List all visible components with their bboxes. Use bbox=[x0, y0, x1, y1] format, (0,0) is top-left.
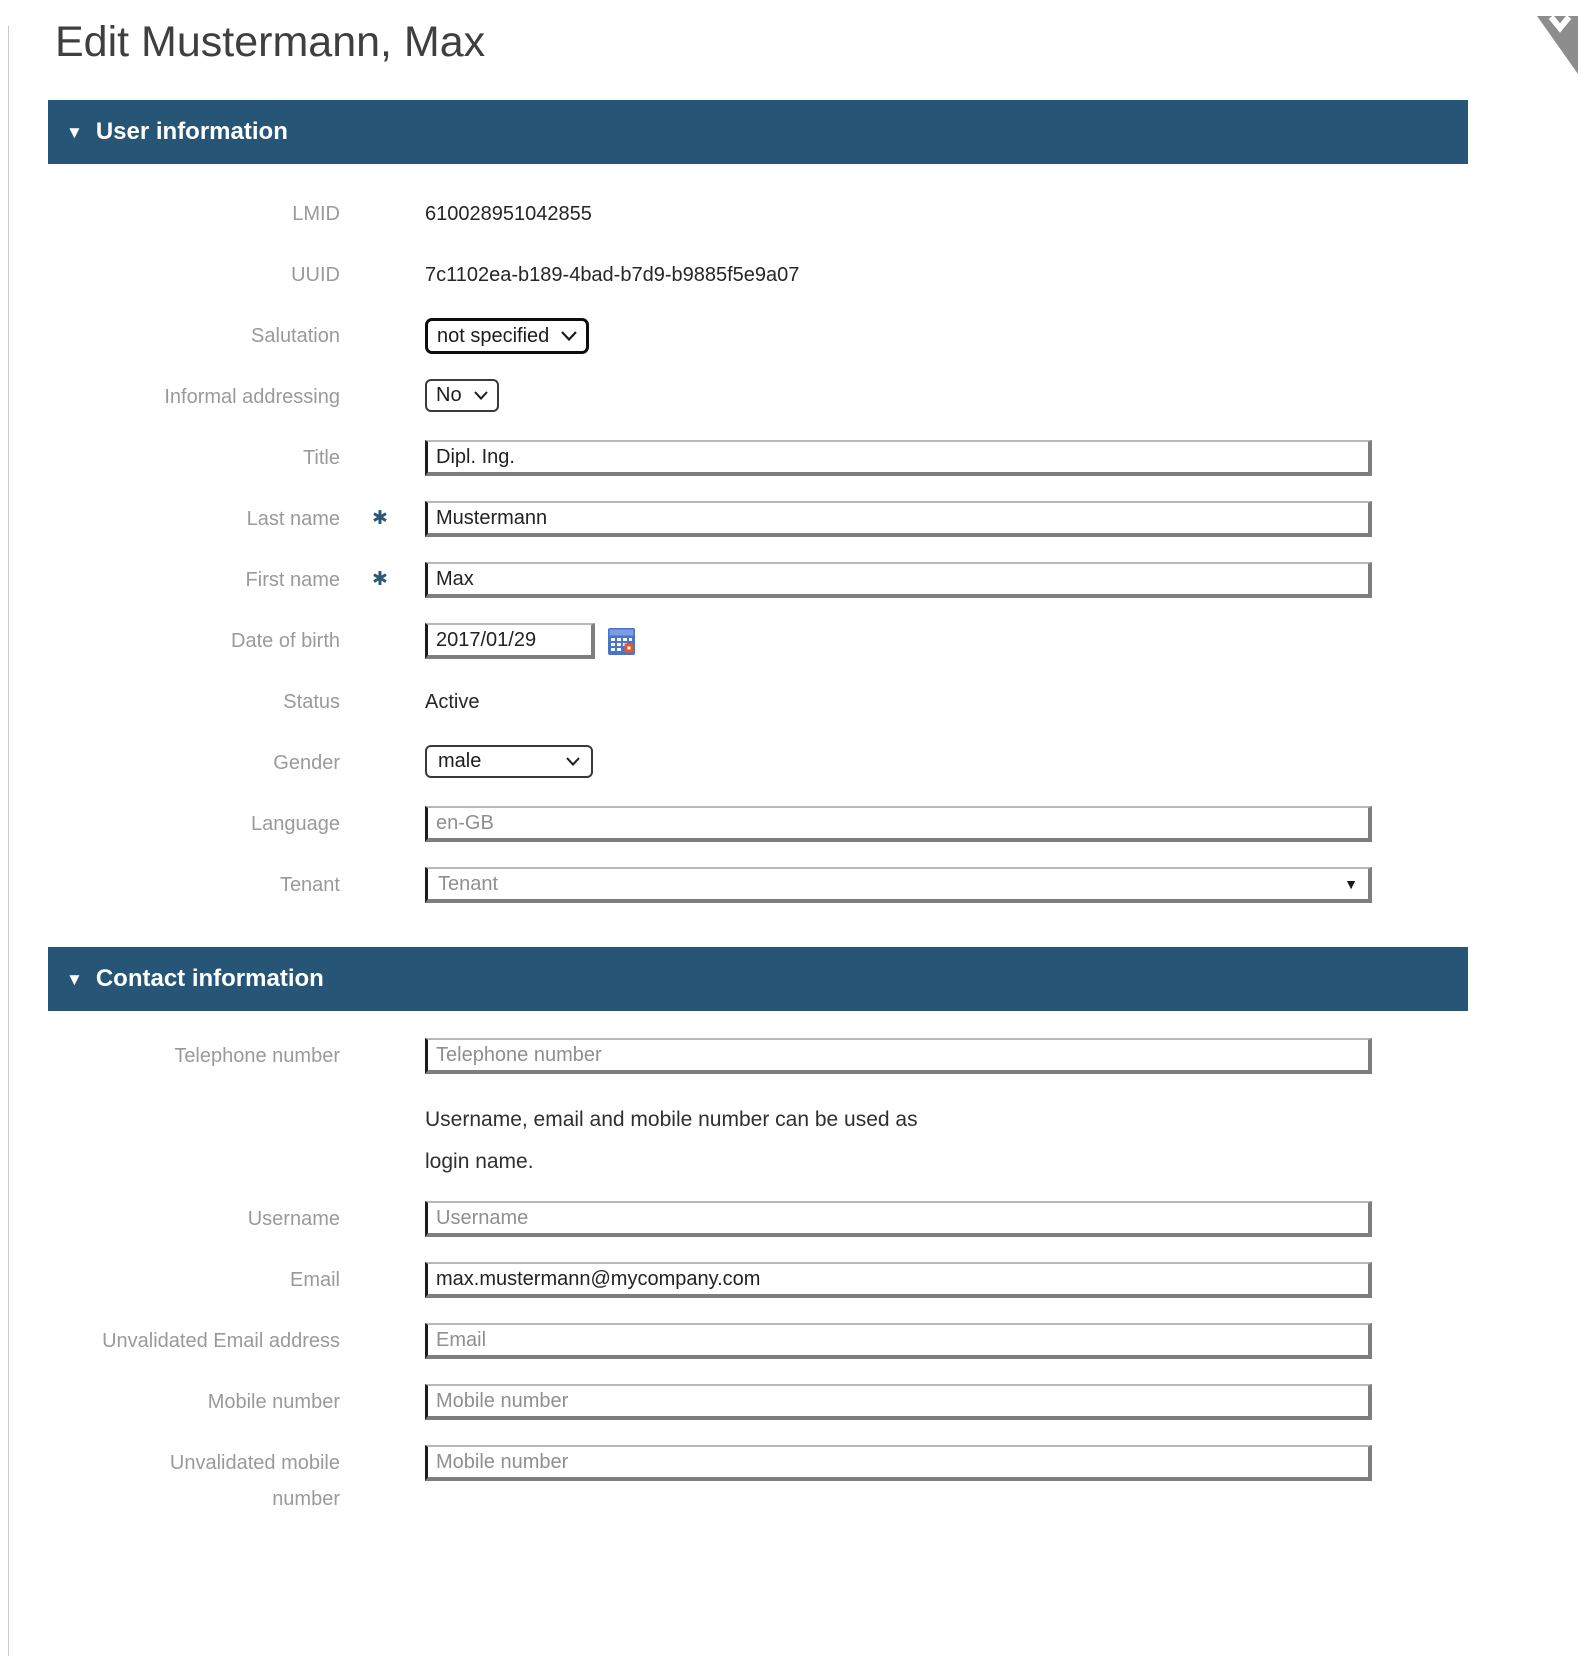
salutation-selected-value: not specified bbox=[437, 324, 550, 347]
title-row bbox=[48, 440, 1578, 476]
last-name-row bbox=[48, 501, 1578, 537]
user-information-form bbox=[48, 196, 1578, 903]
calendar-icon[interactable] bbox=[608, 628, 635, 655]
username-row bbox=[48, 1201, 1578, 1237]
date-of-birth-row bbox=[48, 623, 1578, 659]
section-title: User information bbox=[95, 118, 288, 145]
collapse-icon: ▼ bbox=[66, 122, 83, 142]
contact-information-form bbox=[48, 1038, 1578, 1517]
title-label: Title bbox=[302, 447, 340, 469]
chevron-down-icon bbox=[566, 757, 580, 766]
required-marker-icon: ✱ bbox=[372, 508, 388, 529]
telephone-label: Telephone number bbox=[174, 1045, 340, 1067]
status-label: Status bbox=[283, 691, 340, 713]
dropdown-arrow-icon: ▼ bbox=[1344, 876, 1358, 892]
email-input[interactable] bbox=[425, 1262, 1372, 1298]
informal-addressing-selected-value: No bbox=[436, 384, 462, 406]
page-left-border bbox=[8, 26, 9, 1656]
telephone-row bbox=[48, 1038, 1578, 1074]
email-row bbox=[48, 1262, 1578, 1298]
status-value: Active bbox=[425, 691, 480, 713]
tenant-placeholder: Tenant bbox=[438, 872, 499, 895]
unvalidated-email-row bbox=[48, 1323, 1578, 1359]
telephone-input[interactable] bbox=[425, 1038, 1372, 1074]
required-marker-icon: ✱ bbox=[372, 569, 388, 590]
username-label: Username bbox=[247, 1208, 340, 1230]
informal-addressing-label: Informal addressing bbox=[164, 386, 340, 408]
salutation-row bbox=[48, 318, 1578, 354]
chevron-down-icon bbox=[561, 331, 577, 341]
email-label: Email bbox=[289, 1269, 340, 1291]
login-name-note bbox=[425, 1099, 1578, 1183]
language-label: Language bbox=[251, 813, 340, 835]
gender-label: Gender bbox=[273, 752, 340, 774]
salutation-select[interactable] bbox=[425, 318, 589, 354]
title-input[interactable] bbox=[425, 440, 1372, 476]
section-title: Contact information bbox=[95, 965, 324, 992]
uuid-value: 7c1102ea-b189-4bad-b7d9-b9885f5e9a07 bbox=[425, 264, 800, 286]
login-name-note-line2: login name. bbox=[425, 1150, 534, 1173]
unvalidated-email-label: Unvalidated Email address bbox=[102, 1330, 340, 1352]
salutation-label: Salutation bbox=[251, 325, 340, 347]
last-name-label: Last name bbox=[246, 508, 340, 530]
section-header-contact-information[interactable] bbox=[48, 947, 1468, 1011]
unvalidated-email-input[interactable] bbox=[425, 1323, 1372, 1359]
gender-row bbox=[48, 745, 1578, 781]
lmid-label: LMID bbox=[292, 203, 340, 225]
mobile-number-label: Mobile number bbox=[207, 1391, 340, 1413]
collapse-icon: ▼ bbox=[66, 969, 83, 989]
informal-addressing-row bbox=[48, 379, 1578, 415]
tenant-row bbox=[48, 867, 1578, 903]
chevron-down-icon bbox=[474, 391, 488, 400]
first-name-row bbox=[48, 562, 1578, 598]
gender-select[interactable] bbox=[425, 745, 593, 778]
status-row bbox=[48, 684, 1578, 720]
tenant-dropdown[interactable] bbox=[425, 867, 1372, 903]
username-input[interactable] bbox=[425, 1201, 1372, 1237]
date-of-birth-input[interactable] bbox=[425, 623, 595, 659]
uuid-label: UUID bbox=[291, 264, 340, 286]
lmid-row bbox=[48, 196, 1578, 232]
language-row bbox=[48, 806, 1578, 842]
date-of-birth-label: Date of birth bbox=[231, 630, 340, 652]
gender-selected-value: male bbox=[438, 750, 482, 772]
unvalidated-mobile-row bbox=[48, 1445, 1578, 1517]
mobile-number-row bbox=[48, 1384, 1578, 1420]
last-name-input[interactable] bbox=[425, 501, 1372, 537]
corner-fold-icon[interactable] bbox=[1534, 16, 1578, 76]
first-name-input[interactable] bbox=[425, 562, 1372, 598]
mobile-number-input[interactable] bbox=[425, 1384, 1372, 1420]
first-name-label: First name bbox=[245, 569, 340, 591]
uuid-row bbox=[48, 257, 1578, 293]
section-header-user-information[interactable] bbox=[48, 100, 1468, 164]
unvalidated-mobile-input[interactable] bbox=[425, 1445, 1372, 1481]
informal-addressing-select[interactable] bbox=[425, 379, 499, 412]
login-name-note-line1: Username, email and mobile number can be used as bbox=[425, 1108, 918, 1131]
tenant-label: Tenant bbox=[279, 874, 340, 896]
lmid-value: 610028951042855 bbox=[425, 203, 592, 225]
unvalidated-mobile-label: Unvalidated mobile number bbox=[169, 1452, 340, 1510]
language-input[interactable] bbox=[425, 806, 1372, 842]
page-title: Edit Mustermann, Max bbox=[55, 18, 486, 66]
